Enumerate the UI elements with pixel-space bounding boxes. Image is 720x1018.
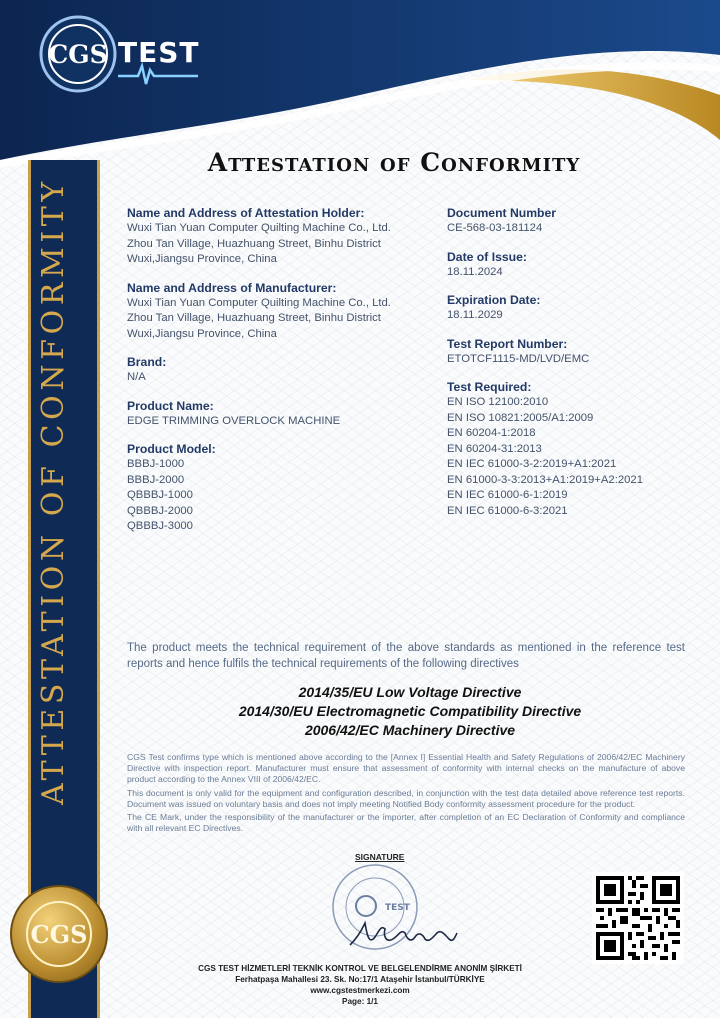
model-section [127,442,427,535]
expiry-value: 18.11.2029 [447,309,503,321]
doc-label: Document Number [447,206,557,220]
test-item: EN ISO 10821:2005/A1:2009 [447,411,594,424]
stamp-text: TEST [385,903,410,913]
conformity-statement: The product meets the technical requirement of the above standards as mentioned in the reference test reports and hence fulfils the technical requirements of the following directives [127,642,685,670]
manufacturer-section [127,281,427,343]
tests-section [447,380,707,519]
model-item: QBBBJ-2000 [127,504,193,517]
manufacturer-line: Zhou Tan Village, Huazhuang Street, Binhu District [127,312,381,324]
footer-company: CGS TEST HİZMETLERİ TEKNİK KONTROL VE BELGELENDİRME ANONİM ŞİRKETİ [198,964,522,973]
brand-label: Brand: [127,355,167,369]
test-item: EN 60204-31:2013 [447,442,542,455]
directive-item: 2006/42/EC Machinery Directive [304,722,516,738]
right-column [447,206,707,532]
model-item: QBBBJ-3000 [127,520,193,532]
fine-print-paragraph: This document is only valid for the equipment and configuration described, in conjunction with the test data detailed above reference test reports. Document was issued on voluntary basis and does not imply meeting Notified Body conformity assessment procedure for the product. [127,787,685,809]
side-vertical-title: ATTESTATION OF CONFORMITY [36,177,71,805]
footer [150,963,570,1007]
tests-label: Test Required: [447,380,532,394]
footer-page: Page: 1/1 [342,997,378,1006]
left-column [127,206,427,548]
model-item: BBBJ-1000 [127,458,185,470]
signature-label: SIGNATURE [355,852,405,862]
report-section [447,337,707,368]
fine-print-paragraph: CGS Test confirms type which is mentioned above according to the [Annex I] Essential Health and Safety Regulations of 2006/42/EC Machinery Directive with inspection report. Manufacturer must ensure that assessment of conformity with internal checks on the manufacture of above product according to the Annex VIII of 2006/42/EC. [127,752,685,785]
page-title: Attestation of Conformity [207,148,581,177]
expiry-label: Expiration Date: [447,293,541,307]
fine-print-paragraph: The CE Mark, under the responsibility of the manufacturer or the importer, after completion of an EC Declaration of Conformity and compliance with all relevant EC Directives. [127,812,685,834]
expiry-section [447,293,707,324]
qr-code-icon [592,872,684,964]
seal-text: CGS [26,901,92,967]
report-label: Test Report Number: [447,336,568,351]
holder-line: Wuxi,Jiangsu Province, China [127,253,277,265]
issue-label: Date of Issue: [447,249,527,264]
fine-print [127,752,685,836]
manufacturer-line: Wuxi Tian Yuan Computer Quilting Machine Co., Ltd. [127,296,391,309]
doc-section [447,206,707,237]
logo-mark: CGS [48,40,108,69]
test-item: EN 60204-1:2018 [447,427,536,439]
product-value: EDGE TRIMMING OVERLOCK MACHINE [127,414,341,427]
brand-value: N/A [127,371,146,383]
test-item: EN ISO 12100:2010 [447,396,549,408]
signature-mark [345,915,460,955]
model-label: Product Model: [127,442,216,456]
issue-section [447,250,707,281]
product-label: Product Name: [127,398,214,413]
model-item: BBBJ-2000 [127,473,185,486]
holder-line: Zhou Tan Village, Huazhuang Street, Binhu District [127,237,381,250]
manufacturer-label: Name and Address of Manufacturer: [127,280,337,295]
test-item: EN IEC 61000-6-3:2021 [447,504,568,517]
holder-section [127,206,427,268]
directives-list [100,683,720,740]
manufacturer-line: Wuxi,Jiangsu Province, China [127,327,277,340]
footer-website[interactable]: www.cgstestmerkezi.com [310,986,410,995]
logo-text: TEST [118,36,200,69]
issue-value: 18.11.2024 [447,265,503,278]
test-item: EN 61000-3-3:2013+A1:2019+A2:2021 [447,473,643,486]
report-value: ETOTCF1115-MD/LVD/EMC [447,352,590,365]
directive-item: 2014/35/EU Low Voltage Directive [298,684,522,700]
product-section [127,399,427,430]
holder-line: Wuxi Tian Yuan Computer Quilting Machine Co., Ltd. [127,222,391,234]
test-item: EN IEC 61000-3-2:2019+A1:2021 [447,458,617,470]
directive-item: 2014/30/EU Electromagnetic Compatibility Directive [238,703,582,719]
test-item: EN IEC 61000-6-1:2019 [447,489,568,501]
brand-section [127,355,427,386]
doc-value: CE-568-03-181124 [447,222,543,234]
model-item: QBBBJ-1000 [127,489,193,501]
gold-seal [10,885,108,983]
footer-address: Ferhatpaşa Mahallesi 23. Sk. No:17/1 Ataşehir İstanbul/TÜRKİYE [235,975,485,984]
holder-label: Name and Address of Attestation Holder: [127,206,365,220]
